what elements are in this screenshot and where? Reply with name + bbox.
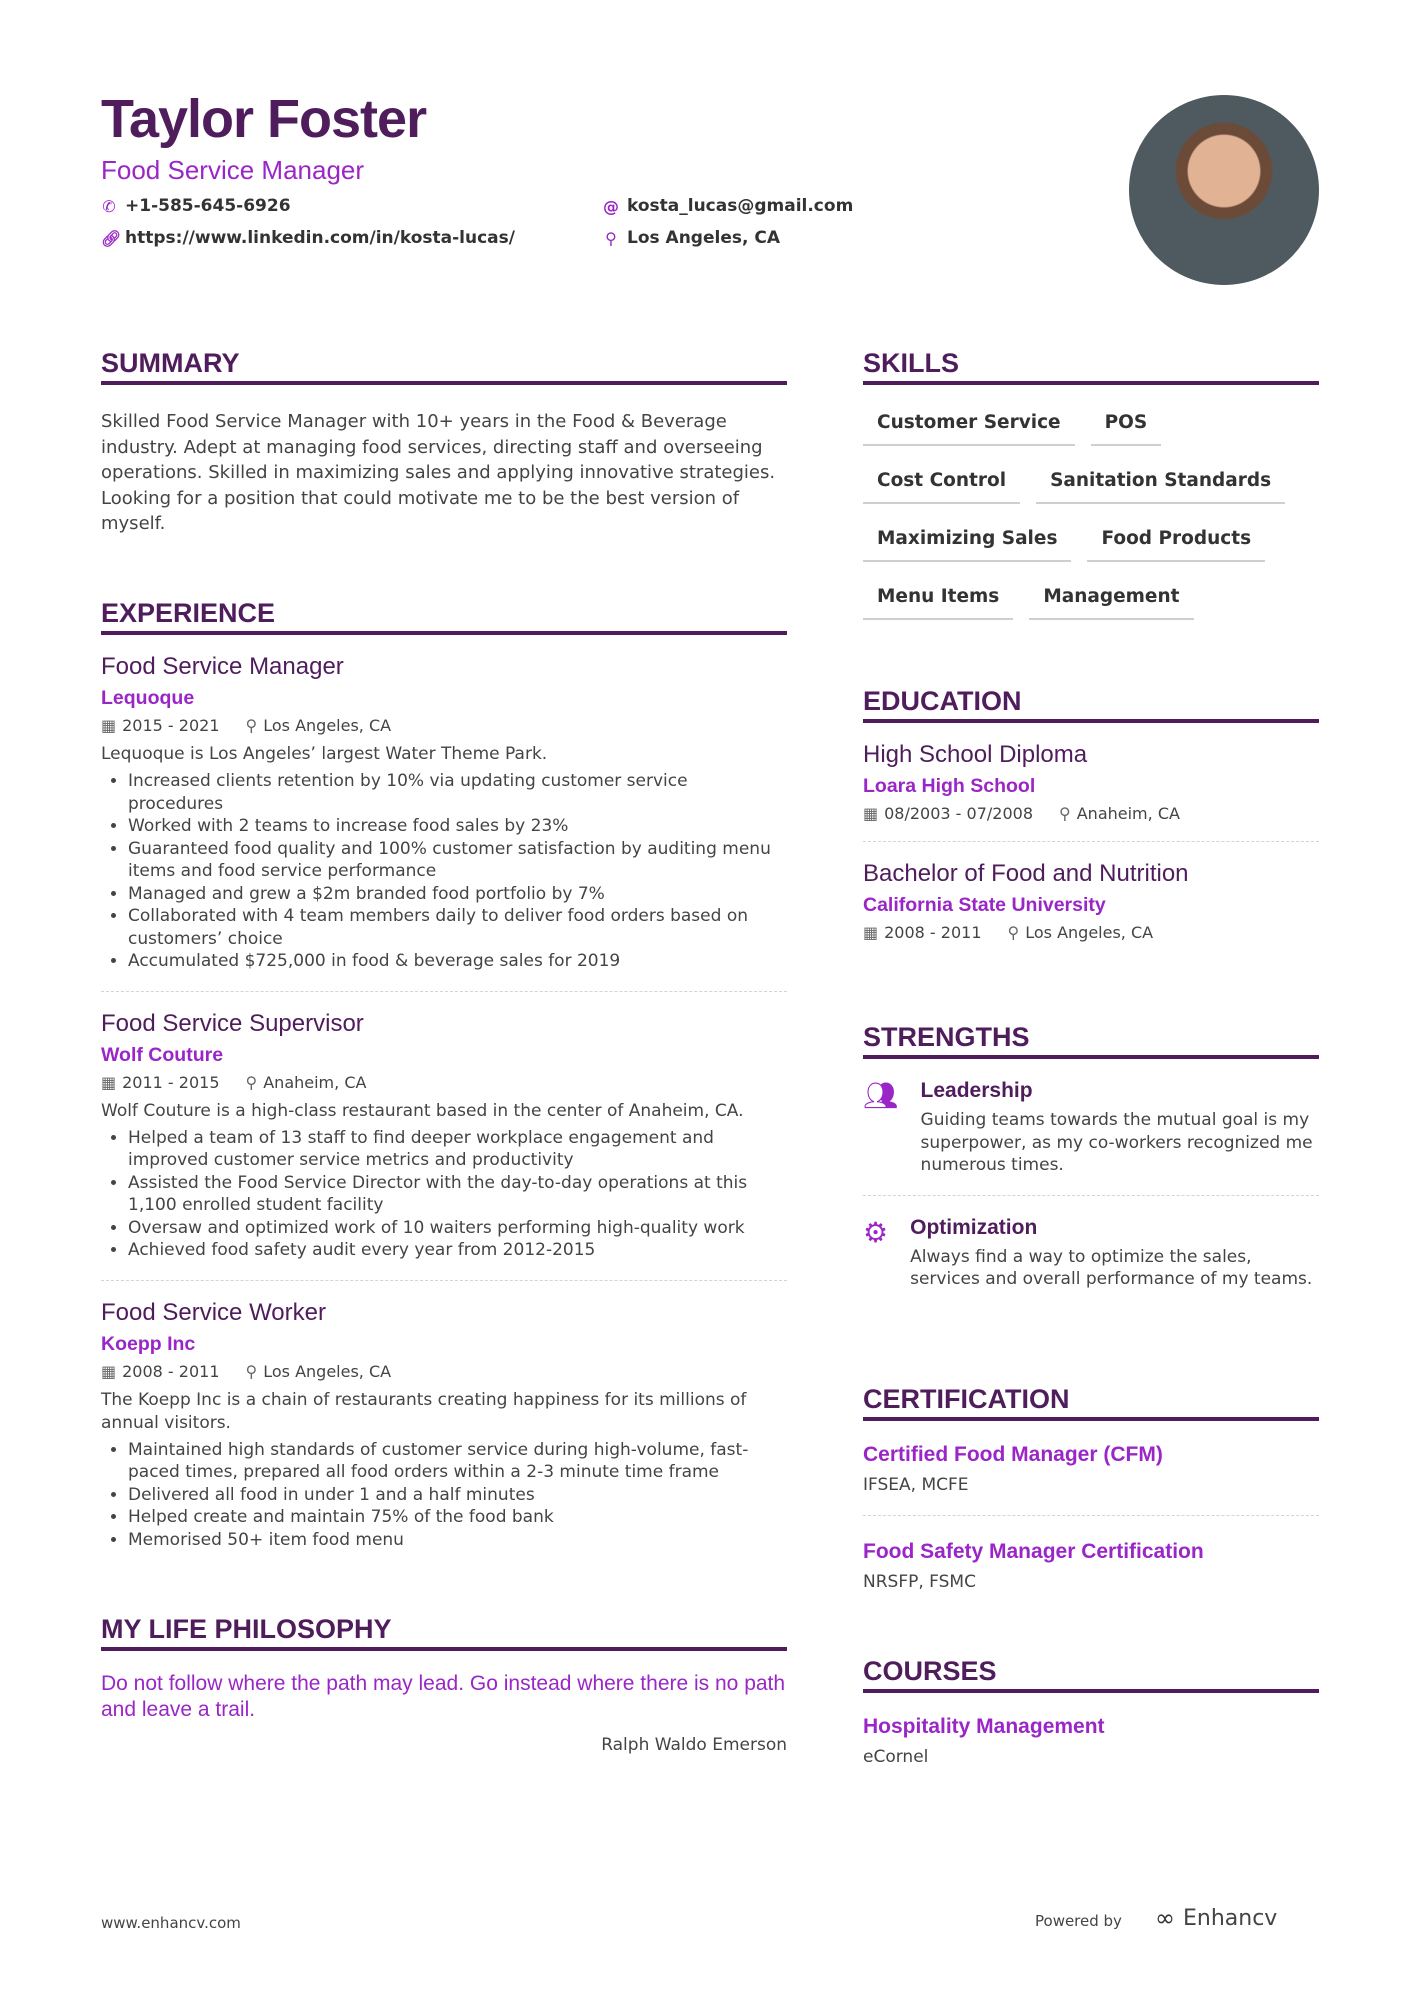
company-name[interactable]: Wolf Couture [101,1043,224,1066]
location [1059,804,1180,823]
skill-tag: Maximizing Sales [863,527,1071,562]
education-meta [863,804,1319,823]
certification-title: Food Safety Manager Certification [863,1540,1204,1563]
skill-tag: Management [1029,585,1193,620]
date-text: 2011 - 2015 [122,1072,220,1092]
candidate-name: Taylor Foster [101,89,427,149]
skill-tag: Food Products [1087,527,1265,562]
education-entry [863,860,1319,942]
strength-body [921,1079,1319,1177]
calendar-icon: ▦ [101,716,117,735]
at-icon: @ [603,196,619,216]
strengths-section [863,1022,1319,1291]
summary-text: Skilled Food Service Manager with 10+ years in the Food & Beverage industry. Adept at managing food services, directing staff and overseeing operations. Skilled in maximizing sales and applying innovative strategies. Looking for a position that could motivate me to be the best version of myself. [101,411,776,534]
calendar-icon: ▦ [101,1072,117,1092]
date-text: 08/2003 - 07/2008 [884,804,1034,823]
quote-author: Ralph Waldo Emerson [601,1735,787,1755]
job-meta [101,1073,787,1092]
bullet-item: • Collaborated with 4 team members daily to deliver food orders based on customers’ choice [128,905,787,950]
calendar-icon: ▦ [101,1361,117,1381]
enhancv-brand: Enhancv [1183,1905,1278,1931]
bullet-item: • Worked with 2 teams to increase food sales by 23% [128,815,787,838]
phone-icon: ✆ [102,196,116,216]
dates [863,923,982,942]
experience-section [101,598,787,1551]
company-name[interactable]: Lequoque [101,687,195,709]
section-heading: SKILLS [863,348,1319,385]
strength-body [910,1216,1319,1291]
date-text: 2015 - 2021 [122,716,220,735]
certification-item [863,1443,1319,1495]
courses-section [863,1656,1319,1767]
job-title: Food Service Manager [101,653,344,680]
job-description: Lequoque is Los Angeles’ largest Water Theme Park. [101,744,548,764]
bullet-item: • Achieved food safety audit every year from 2012-2015 [128,1239,787,1262]
strength-title: Optimization [910,1215,1038,1239]
strength-item [863,1079,1319,1177]
education-section [863,686,1319,942]
location-text: Los Angeles, CA [263,1361,392,1381]
location-pin-icon: ⚲ [245,716,258,735]
divider [101,1280,787,1281]
divider [101,991,787,992]
education-entry [863,741,1319,842]
strength-title: Leadership [920,1079,1033,1102]
job-entry [101,653,787,992]
summary-section [101,348,787,537]
location-text: Los Angeles, CA [627,228,780,248]
certification-item [863,1540,1319,1592]
location-pin-icon: ⚲ [605,228,617,248]
section-heading: MY LIFE PHILOSOPHY [101,1614,787,1651]
location-pin-icon: ⚲ [245,1361,258,1381]
section-heading: EXPERIENCE [101,598,787,635]
date-text: 2008 - 2011 [122,1361,220,1381]
course-title: Hospitality Management [863,1715,1105,1738]
skills-section [863,348,1319,643]
section-heading: SUMMARY [101,348,787,385]
location-text: Los Angeles, CA [263,716,392,735]
bullet-list [101,770,787,973]
avatar [1129,95,1319,285]
section-heading: CERTIFICATION [863,1384,1319,1421]
gears-icon: ⚙ [863,1215,889,1249]
location [603,228,780,248]
divider [863,1195,1319,1196]
course-provider: eCornel [863,1747,929,1767]
job-title: Food Service Worker [101,1298,326,1326]
location [246,1073,367,1092]
candidate-title: Food Service Manager [101,155,365,185]
job-meta [101,1362,787,1381]
skill-tag: POS [1091,411,1162,446]
location-pin-icon: ⚲ [1007,923,1020,942]
phone-text: +1-585-645-6926 [125,196,291,216]
bullet-item: • Helped create and maintain 75% of the food bank [128,1506,787,1529]
skill-tag: Menu Items [863,585,1013,620]
bullet-item: • Oversaw and optimized work of 10 waiters performing high-quality work [128,1217,787,1240]
footer-site[interactable]: www.enhancv.com [101,1914,241,1932]
divider [863,841,1319,842]
location [1008,923,1154,942]
certification-issuer: NRSFP, FSMC [863,1572,976,1592]
school[interactable]: Loara High School [863,775,1036,797]
bullet-item: • Guaranteed food quality and 100% customer satisfaction by auditing menu items and food service performance [128,838,787,883]
certification-title: Certified Food Manager (CFM) [863,1443,1163,1466]
dates [101,716,220,735]
quote-text: Do not follow where the path may lead. Go instead where there is no path and leave a trail. [101,1672,786,1721]
bullet-item: • Increased clients retention by 10% via updating customer service procedures [128,770,787,815]
certification-issuer: IFSEA, MCFE [863,1475,969,1495]
link-icon: 🔗︎ [101,228,122,248]
linkedin-text[interactable]: https://www.linkedin.com/in/kosta-lucas/ [125,228,515,248]
location-text: Anaheim, CA [263,1072,367,1092]
degree: High School Diploma [863,741,1088,768]
divider [863,1515,1319,1516]
phone [101,196,291,216]
location [246,1362,392,1381]
degree: Bachelor of Food and Nutrition [863,860,1189,887]
job-meta [101,716,787,735]
strength-item [863,1216,1319,1291]
bullet-item: • Maintained high standards of customer service during high-volume, fast-paced times, prepared all food orders within a 2-3 minute time frame [128,1439,787,1484]
philosophy-section [101,1614,787,1755]
section-heading: EDUCATION [863,686,1319,723]
dates [101,1073,220,1092]
bullet-item: • Helped a team of 13 staff to find deeper workplace engagement and improved customer service metrics and productivity [128,1127,787,1172]
email[interactable] [603,196,853,216]
linkedin[interactable] [101,228,515,248]
bullet-list [101,1439,787,1552]
bullet-item: • Accumulated $725,000 in food & beverage sales for 2019 [128,950,787,973]
enhancv-logo[interactable] [1155,1904,1277,1932]
dates [101,1362,220,1381]
bullet-item: • Delivered all food in under 1 and a half minutes [128,1484,787,1507]
education-meta [863,923,1319,942]
location-pin-icon: ⚲ [245,1072,258,1092]
job-description: Wolf Couture is a high-class restaurant based in the center of Anaheim, CA. [101,1100,744,1121]
bullet-item: • Assisted the Food Service Director with the day-to-day operations at this 1,100 enrolled student facility [128,1172,787,1217]
date-text: 2008 - 2011 [884,923,982,942]
strength-text: Guiding teams towards the mutual goal is my superpower, as my co-workers recognized me numerous times. [920,1110,1313,1175]
location-text: Anaheim, CA [1076,804,1180,823]
company-name[interactable]: Koepp Inc [101,1332,196,1355]
job-title: Food Service Supervisor [101,1009,364,1037]
section-heading: COURSES [863,1656,1319,1693]
location-pin-icon: ⚲ [1059,804,1071,823]
enhancv-logo-icon: ∞ [1155,1904,1175,1932]
bullet-list [101,1127,787,1262]
skill-tag: Customer Service [863,411,1075,446]
school[interactable]: California State University [863,894,1106,916]
strength-text: Always find a way to optimize the sales, services and overall performance of my teams. [910,1246,1313,1289]
skill-tag: Sanitation Standards [1036,469,1285,504]
dates [863,804,1033,823]
skill-tag: Cost Control [863,469,1020,504]
section-heading: STRENGTHS [863,1022,1319,1059]
bullet-item: • Managed and grew a $2m branded food portfolio by 7% [128,883,787,906]
calendar-icon: ▦ [863,804,879,823]
job-description: The Koepp Inc is a chain of restaurants creating happiness for its millions of annual visitors. [101,1389,747,1433]
job-entry [101,1299,787,1552]
footer-powered: Powered by [1035,1912,1122,1930]
bullet-item: • Memorised 50+ item food menu [128,1529,787,1552]
calendar-icon: ▦ [863,923,879,942]
location [246,716,392,735]
email-text[interactable]: kosta_lucas@gmail.com [627,196,854,216]
location-text: Los Angeles, CA [1025,923,1154,942]
certification-section [863,1384,1319,1592]
users-icon: 👥︎ [863,1079,899,1112]
job-entry [101,1010,787,1281]
